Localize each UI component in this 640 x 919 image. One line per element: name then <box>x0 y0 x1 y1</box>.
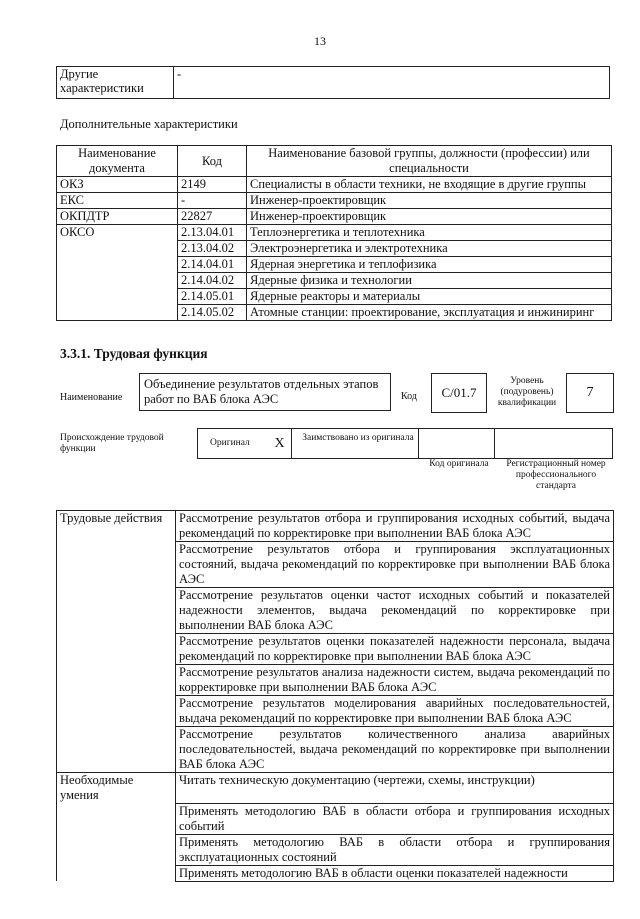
table-row <box>57 773 614 804</box>
row-name: Электроэнергетика и электротехника <box>247 241 612 257</box>
row-doc: ОКЗ <box>57 177 178 193</box>
action-item: Рассмотрение результатов оценки частот исходных событий и показателей надежности элементов, выдача рекомендаций по корректировке при выполнении ВАБ блока АЭС <box>176 588 614 634</box>
original-mark: X <box>274 436 285 451</box>
row-doc: ЕКС <box>57 193 178 209</box>
table-row <box>57 634 614 665</box>
header-group-name: Наименование базовой группы, должности (профессии) или специальности <box>247 146 612 177</box>
other-characteristics-value: - <box>174 67 610 99</box>
origin-row <box>197 428 613 459</box>
skills-label: Необходимые умения <box>57 773 176 804</box>
action-item: Рассмотрение результатов анализа надежности систем, выдача рекомендаций по корректировке при выполнении ВАБ блока АЭС <box>176 665 614 696</box>
header-document: Наименование документа <box>57 146 178 177</box>
table-row <box>57 511 614 542</box>
code-label: Код <box>401 391 417 402</box>
table-row <box>57 588 614 634</box>
additional-characteristics-title: Дополнительные характеристики <box>60 117 238 131</box>
level-label: Уровень (подуровень) квалификации <box>497 376 557 408</box>
table-row <box>57 727 614 773</box>
row-doc: ОКПДТР <box>57 209 178 225</box>
action-item: Рассмотрение результатов моделирования аварийных последовательностей, выдача рекомендаций по корректировке при выполнении ВАБ блока АЭС <box>176 696 614 727</box>
original-label: Оригинал <box>210 438 250 448</box>
actions-label: Трудовые действия <box>57 511 176 542</box>
action-item: Рассмотрение результатов отбора и группирования эксплуатационных состояний, выдача рекомендаций по корректировке при выполнении ВАБ блока АЭС <box>176 542 614 588</box>
header-code: Код <box>178 146 247 177</box>
table-row <box>57 225 612 241</box>
row-doc <box>57 289 178 305</box>
table-row <box>57 803 614 834</box>
table-row <box>57 257 612 273</box>
table-row <box>57 834 614 865</box>
page-number: 13 <box>314 34 326 48</box>
table-row <box>57 665 614 696</box>
other-characteristics-table <box>56 66 610 99</box>
table-row <box>57 289 612 305</box>
action-item: Рассмотрение результатов отбора и группирования исходных событий, выдача рекомендаций по корректировке при выполнении ВАБ блока АЭС <box>176 511 614 542</box>
row-doc <box>57 273 178 289</box>
borrowed-label: Заимствовано из оригинала <box>302 433 414 443</box>
code-original-label: Код оригинала <box>429 459 489 469</box>
row-name: Теплоэнергетика и теплотехника <box>247 225 612 241</box>
divider <box>418 429 419 458</box>
table-row <box>57 241 612 257</box>
row-doc <box>57 257 178 273</box>
table-row <box>57 305 612 321</box>
row-code: 2.14.05.01 <box>178 289 247 305</box>
table-row <box>57 209 612 225</box>
action-item: Рассмотрение результатов оценки показателей надежности персонала, выдача рекомендаций по корректировке при выполнении ВАБ блока АЭС <box>176 634 614 665</box>
row-name: Атомные станции: проектирование, эксплуатация и инжиниринг <box>247 305 612 321</box>
row-code: - <box>178 193 247 209</box>
name-label: Наименование <box>60 392 123 403</box>
skill-item: Применять методологию ВАБ в области отбора и группирования эксплуатационных состояний <box>176 834 614 865</box>
duties-table <box>56 510 614 882</box>
additional-characteristics-table <box>56 145 612 321</box>
table-row <box>57 177 612 193</box>
row-name: Инженер-проектировщик <box>247 209 612 225</box>
origin-label: Происхождение трудовой функции <box>60 433 164 454</box>
row-code: 2149 <box>178 177 247 193</box>
section-title: 3.3.1. Трудовая функция <box>60 346 208 361</box>
table-row <box>57 193 612 209</box>
other-characteristics-label: Другие характеристики <box>57 67 174 99</box>
reg-number-label: Регистрационный номер профессионального стандарта <box>506 459 606 491</box>
row-code: 2.14.04.01 <box>178 257 247 273</box>
table-row <box>57 696 614 727</box>
row-doc: ОКСО <box>57 225 178 241</box>
row-code: 2.14.04.02 <box>178 273 247 289</box>
row-doc <box>57 305 178 321</box>
table-row <box>57 542 614 588</box>
row-name: Инженер-проектировщик <box>247 193 612 209</box>
row-code: 2.13.04.02 <box>178 241 247 257</box>
row-code: 22827 <box>178 209 247 225</box>
divider <box>494 429 495 458</box>
skill-item: Читать техническую документацию (чертежи, схемы, инструкции) <box>176 773 614 804</box>
function-name-box: Объединение результатов отдельных этапов работ по ВАБ блока АЭС <box>139 373 391 411</box>
table-row <box>57 273 612 289</box>
skill-item: Применять методологию ВАБ в области отбора и группирования исходных событий <box>176 803 614 834</box>
divider <box>291 429 292 458</box>
table-row <box>57 865 614 881</box>
row-code: 2.14.05.02 <box>178 305 247 321</box>
function-code-box: С/01.7 <box>431 373 487 413</box>
row-name: Ядерные физика и технологии <box>247 273 612 289</box>
row-doc <box>57 241 178 257</box>
row-name: Специалисты в области техники, не входящие в другие группы <box>247 177 612 193</box>
action-item: Рассмотрение результатов количественного анализа аварийных последовательностей, выдача рекомендаций по корректировке при выполнении ВАБ блока АЭС <box>176 727 614 773</box>
row-name: Ядерная энергетика и теплофизика <box>247 257 612 273</box>
skill-item: Применять методологию ВАБ в области оценки показателей надежности <box>176 865 614 881</box>
level-value-box: 7 <box>566 373 614 413</box>
row-code: 2.13.04.01 <box>178 225 247 241</box>
row-name: Ядерные реакторы и материалы <box>247 289 612 305</box>
